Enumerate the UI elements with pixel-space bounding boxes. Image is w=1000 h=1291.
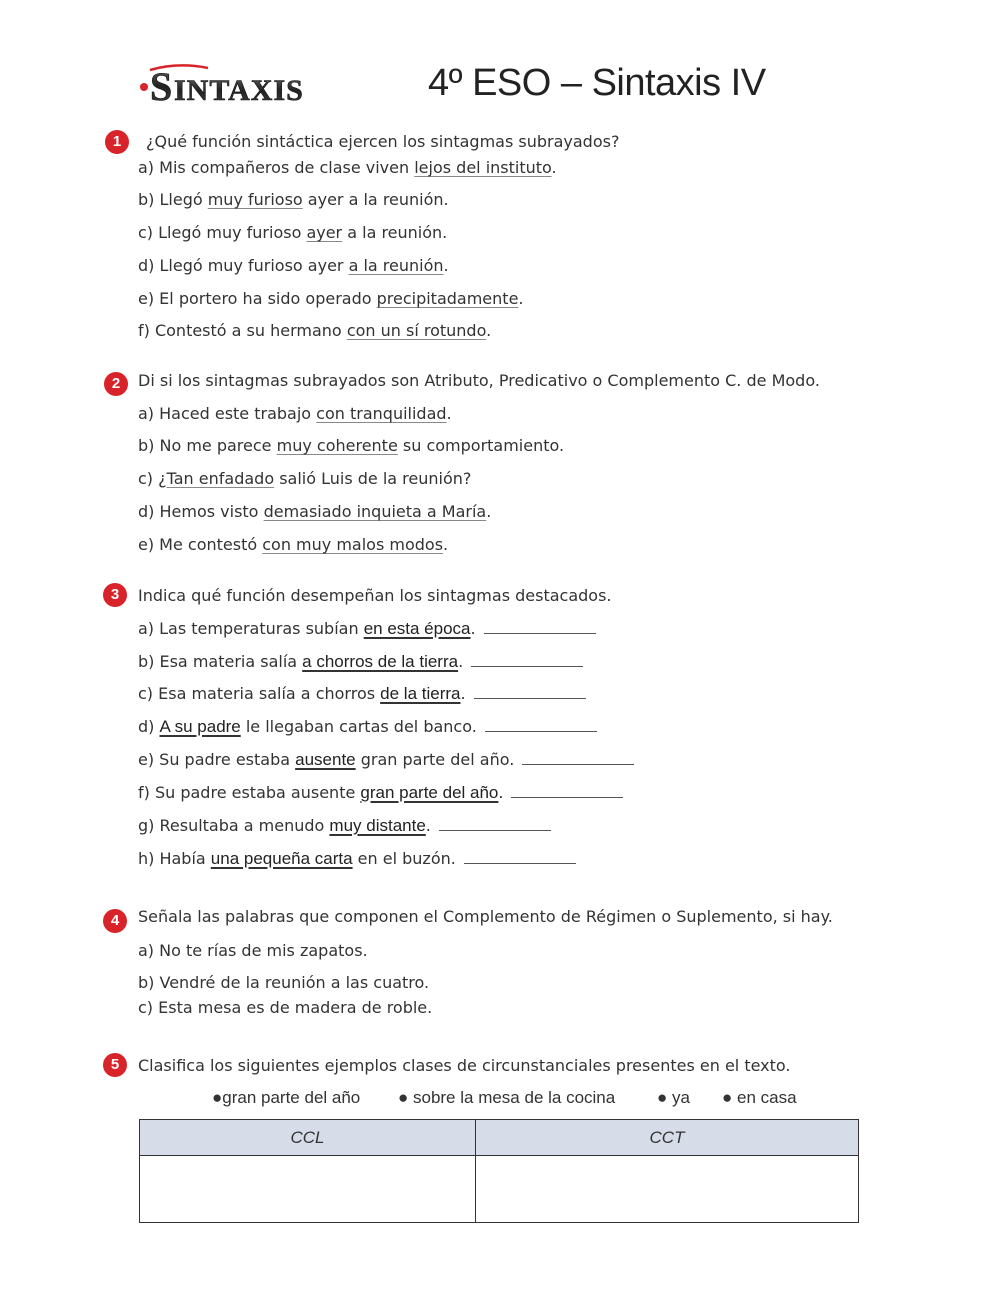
answer-blank[interactable] xyxy=(511,785,623,798)
ex1-item-a: a) Mis compañeros de clase viven lejos del instituto. xyxy=(138,158,557,177)
ex3-item-g: g) Resultaba a menudo muy distante. xyxy=(138,816,551,836)
ex1-item-f: f) Contestó a su hermano con un sí rotundo. xyxy=(138,321,492,340)
ex4-item-b: b) Vendré de la reunión a las cuatro. xyxy=(138,973,430,992)
ex3-item-c: c) Esa materia salía a chorros de la tierra. xyxy=(138,684,586,704)
ex3-item-e: e) Su padre estaba ausente gran parte del año. xyxy=(138,750,634,770)
column-header-ccl: CCL xyxy=(140,1120,476,1156)
ex1-item-c: c) Llegó muy furioso ayer a la reunión. xyxy=(138,223,448,242)
ex2-item-a: a) Haced este trabajo con tranquilidad. xyxy=(138,404,452,423)
answer-blank[interactable] xyxy=(464,851,576,864)
ex3-item-f: f) Su padre estaba ausente gran parte del año. xyxy=(138,783,623,803)
answer-blank[interactable] xyxy=(471,654,583,667)
ex3-item-h: h) Había una pequeña carta en el buzón. xyxy=(138,849,576,869)
ex1-item-e: e) El portero ha sido operado precipitadamente. xyxy=(138,289,524,308)
exercise-2-question: Di si los sintagmas subrayados son Atributo, Predicativo o Complemento C. de Modo. xyxy=(138,371,820,390)
ex1-item-b: b) Llegó muy furioso ayer a la reunión. xyxy=(138,190,449,209)
ex3-item-a: a) Las temperaturas subían en esta época. xyxy=(138,619,596,639)
exercise-4-badge: 4 xyxy=(103,909,127,933)
column-header-cct: CCT xyxy=(476,1120,859,1156)
ex2-item-d: d) Hemos visto demasiado inquieta a María. xyxy=(138,502,492,521)
ex4-item-a: a) No te rías de mis zapatos. xyxy=(138,941,368,960)
ccl-answer-cell[interactable] xyxy=(140,1156,476,1223)
ex2-item-c: c) ¿Tan enfadado salió Luis de la reunión? xyxy=(138,469,472,488)
option-item: ●gran parte del año xyxy=(212,1088,361,1107)
exercise-5-question: Clasifica los siguientes ejemplos clases de circunstanciales presentes en el texto. xyxy=(138,1056,791,1075)
exercise-1-badge: 1 xyxy=(105,130,129,154)
ex2-item-e: e) Me contestó con muy malos modos. xyxy=(138,535,449,554)
exercise-3-question: Indica qué función desempeñan los sintagmas destacados. xyxy=(138,586,612,605)
ex1-item-d: d) Llegó muy furioso ayer a la reunión. xyxy=(138,256,449,275)
option-item: ● sobre la mesa de la cocina xyxy=(398,1088,616,1107)
answer-blank[interactable] xyxy=(439,818,551,831)
answer-blank[interactable] xyxy=(474,686,586,699)
svg-text:INTAXIS: INTAXIS xyxy=(174,74,304,107)
svg-text:S: S xyxy=(150,64,173,109)
exercise-3-badge: 3 xyxy=(103,583,127,607)
ex4-item-c: c) Esta mesa es de madera de roble. xyxy=(138,998,433,1017)
exercise-4-question: Señala las palabras que componen el Complemento de Régimen o Suplemento, si hay. xyxy=(138,907,833,926)
answer-blank[interactable] xyxy=(522,752,634,765)
cct-answer-cell[interactable] xyxy=(476,1156,859,1223)
ex2-item-b: b) No me parece muy coherente su comportamiento. xyxy=(138,436,565,455)
sintaxis-logo xyxy=(138,58,328,110)
answer-blank[interactable] xyxy=(484,621,596,634)
ex3-item-d: d) A su padre le llegaban cartas del banco. xyxy=(138,717,597,737)
answer-blank[interactable] xyxy=(485,719,597,732)
classification-table xyxy=(139,1119,859,1223)
exercise-1-question: ¿Qué función sintáctica ejercen los sintagmas subrayados? xyxy=(146,132,620,151)
page-title: 4º ESO – Sintaxis IV xyxy=(428,62,766,104)
option-item: ● en casa xyxy=(722,1088,797,1107)
option-item: ● ya xyxy=(657,1088,690,1107)
exercise-5-badge: 5 xyxy=(103,1053,127,1077)
ex3-item-b: b) Esa materia salía a chorros de la tierra. xyxy=(138,652,583,672)
exercise-2-badge: 2 xyxy=(104,372,128,396)
